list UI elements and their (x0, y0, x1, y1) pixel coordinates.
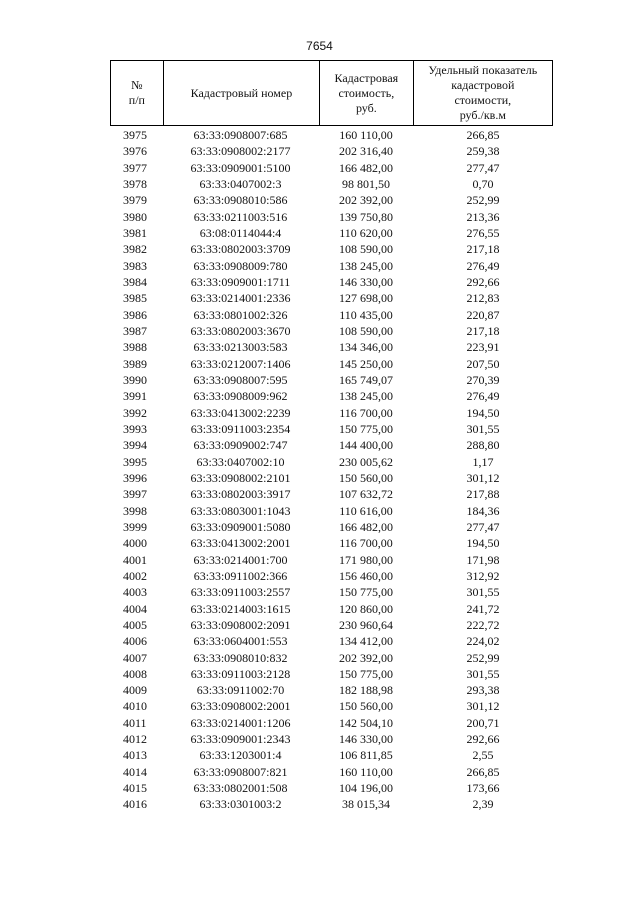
table-row (110, 617, 553, 633)
specific-value: 194,50 (466, 405, 500, 420)
table-row (110, 192, 553, 208)
specific-value: 292,66 (466, 274, 500, 289)
cadastral-number: 63:33:0803001:1043 (190, 503, 291, 518)
table-row (110, 682, 553, 698)
cadastral-value: 108 590,00 (339, 242, 393, 257)
row-number: 3994 (123, 438, 147, 453)
specific-value: 292,66 (466, 732, 500, 747)
row-number: 3978 (123, 176, 147, 191)
header-cadastral-value: Кадастровая стоимость, руб. (319, 61, 413, 125)
cadastral-value: 230 005,62 (339, 454, 393, 469)
cadastral-number: 63:33:0909002:747 (193, 438, 288, 453)
row-number: 3988 (123, 340, 147, 355)
row-number: 4007 (123, 650, 147, 665)
cadastral-number: 63:33:0908002:2177 (190, 144, 291, 159)
specific-value: 217,18 (466, 323, 500, 338)
table-row (110, 160, 553, 176)
cadastral-value: 150 560,00 (339, 699, 393, 714)
table-row (110, 437, 553, 453)
cadastral-number: 63:33:0911003:2354 (190, 421, 291, 436)
table-row (110, 731, 553, 747)
cadastral-value: 160 110,00 (339, 764, 393, 779)
row-number: 3979 (123, 193, 147, 208)
table-row (110, 568, 553, 584)
row-number: 4013 (123, 748, 147, 763)
row-number: 4009 (123, 683, 147, 698)
specific-value: 171,98 (466, 552, 500, 567)
cadastral-value: 150 775,00 (339, 585, 393, 600)
cadastral-number: 63:33:0407002:3 (199, 176, 282, 191)
cadastral-value: 110 620,00 (339, 225, 393, 240)
cadastral-number: 63:33:0802003:3670 (190, 323, 291, 338)
table-row (110, 601, 553, 617)
cadastral-number: 63:33:0909001:5080 (190, 519, 291, 534)
cadastral-value: 150 775,00 (339, 666, 393, 681)
specific-value: 252,99 (466, 650, 500, 665)
table-row (110, 290, 553, 306)
specific-value: 259,38 (466, 144, 500, 159)
cadastral-number: 63:33:0911002:70 (196, 683, 285, 698)
row-number: 3980 (123, 209, 147, 224)
table-body (110, 127, 553, 813)
cadastral-value: 146 330,00 (339, 732, 393, 747)
table-row (110, 143, 553, 159)
cadastral-number: 63:33:0909001:5100 (190, 160, 291, 175)
specific-value: 2,55 (472, 748, 494, 763)
table-header (110, 60, 553, 126)
specific-value: 217,18 (466, 242, 500, 257)
cadastral-value: 110 616,00 (339, 503, 393, 518)
specific-value: 293,38 (466, 683, 500, 698)
specific-value: 266,85 (466, 764, 500, 779)
row-number: 3975 (123, 128, 147, 142)
cadastral-number: 63:33:0214003:1615 (190, 601, 291, 616)
row-number: 3997 (123, 487, 147, 502)
table-row (110, 372, 553, 388)
row-number: 3991 (123, 389, 147, 404)
table-row (110, 584, 553, 600)
cadastral-number: 63:33:0908002:2001 (190, 699, 291, 714)
table-row (110, 258, 553, 274)
cadastral-number: 63:33:0908007:821 (193, 764, 288, 779)
cadastral-number: 63:33:0213003:583 (193, 340, 288, 355)
table-row (110, 454, 553, 470)
header-specific-value: Удельный показатель кадастровой стоимости, руб./кв.м (413, 61, 552, 125)
row-number: 3989 (123, 356, 147, 371)
specific-value: 252,99 (466, 193, 500, 208)
cadastral-number: 63:33:0909001:1711 (190, 274, 291, 289)
specific-value: 213,36 (466, 209, 500, 224)
row-number: 3998 (123, 503, 147, 518)
cadastral-value: 202 392,00 (339, 193, 393, 208)
table-row (110, 388, 553, 404)
specific-value: 212,83 (466, 291, 500, 306)
page-number: 7654 (306, 39, 333, 53)
specific-value: 241,72 (466, 601, 500, 616)
cadastral-number: 63:33:0604001:553 (193, 634, 288, 649)
cadastral-number: 63:33:0301003:2 (199, 797, 282, 812)
cadastral-value: 139 750,80 (339, 209, 393, 224)
cadastral-value: 150 560,00 (339, 470, 393, 485)
specific-value: 276,49 (466, 258, 500, 273)
row-number: 4000 (123, 536, 147, 551)
specific-value: 288,80 (466, 438, 500, 453)
table-row (110, 519, 553, 535)
row-number: 4003 (123, 585, 147, 600)
row-number: 3986 (123, 307, 147, 322)
cadastral-value: 146 330,00 (339, 274, 393, 289)
cadastral-number: 63:33:0802001:508 (193, 781, 288, 796)
header-cadastral-number: Кадастровый номер (163, 61, 319, 125)
row-number: 3977 (123, 160, 147, 175)
cadastral-number: 63:33:0214001:2336 (190, 291, 291, 306)
cadastral-value: 116 700,00 (339, 405, 393, 420)
specific-value: 184,36 (466, 503, 500, 518)
table-row (110, 747, 553, 763)
specific-value: 222,72 (466, 617, 500, 632)
table-row (110, 176, 553, 192)
cadastral-value: 138 245,00 (339, 389, 393, 404)
cadastral-value: 202 392,00 (339, 650, 393, 665)
table-row (110, 486, 553, 502)
row-number: 4014 (123, 764, 147, 779)
cadastral-value: 166 482,00 (339, 160, 393, 175)
cadastral-value: 230 960,64 (339, 617, 393, 632)
specific-value: 312,92 (466, 568, 500, 583)
cadastral-number: 63:33:0413002:2001 (190, 536, 291, 551)
header-num: № п/п (128, 78, 145, 107)
row-number: 4001 (123, 552, 147, 567)
specific-value: 224,02 (466, 634, 500, 649)
row-number: 3995 (123, 454, 147, 469)
table-row (110, 323, 553, 339)
cadastral-number: 63:33:0413002:2239 (190, 405, 291, 420)
table-row (110, 715, 553, 731)
row-number: 3993 (123, 421, 147, 436)
row-number: 4016 (123, 797, 147, 812)
cadastral-number: 63:33:0802003:3709 (190, 242, 291, 257)
row-number: 3982 (123, 242, 147, 257)
cadastral-value: 138 245,00 (339, 258, 393, 273)
row-number: 3990 (123, 372, 147, 387)
cadastral-value: 171 980,00 (339, 552, 393, 567)
cadastral-value: 160 110,00 (339, 128, 393, 142)
table-row (110, 796, 553, 812)
cadastral-value: 106 811,85 (339, 748, 393, 763)
cadastral-number: 63:33:0802003:3917 (190, 487, 291, 502)
cadastral-value: 110 435,00 (339, 307, 393, 322)
cadastral-value: 107 632,72 (339, 487, 393, 502)
cadastral-number: 63:33:0214001:1206 (190, 715, 291, 730)
table-row (110, 307, 553, 323)
row-number: 3983 (123, 258, 147, 273)
table-row (110, 503, 553, 519)
table-row (110, 127, 553, 143)
cadastral-number: 63:33:0911003:2128 (190, 666, 291, 681)
specific-value: 266,85 (466, 128, 500, 142)
row-number: 3992 (123, 405, 147, 420)
specific-value: 217,88 (466, 487, 500, 502)
cadastral-number: 63:33:0908009:962 (193, 389, 288, 404)
table-row (110, 666, 553, 682)
cadastral-value: 116 700,00 (339, 536, 393, 551)
row-number: 4011 (123, 715, 147, 730)
cadastral-value: 156 460,00 (339, 568, 393, 583)
specific-value: 0,70 (472, 176, 494, 191)
row-number: 4015 (123, 781, 147, 796)
cadastral-number: 63:33:0908007:685 (193, 128, 288, 142)
specific-value: 301,55 (466, 666, 500, 681)
table-row (110, 339, 553, 355)
row-number: 3981 (123, 225, 147, 240)
specific-value: 301,55 (466, 421, 500, 436)
cadastral-number: 63:08:0114044:4 (199, 225, 282, 240)
row-number: 4004 (123, 601, 147, 616)
row-number: 3984 (123, 274, 147, 289)
specific-value: 301,12 (466, 699, 500, 714)
row-number: 4002 (123, 568, 147, 583)
table-row (110, 650, 553, 666)
cadastral-number: 63:33:0908009:780 (193, 258, 288, 273)
cadastral-number: 63:33:0801002:326 (193, 307, 288, 322)
cadastral-value: 134 412,00 (339, 634, 393, 649)
cadastral-value: 142 504,10 (339, 715, 393, 730)
cadastral-value: 120 860,00 (339, 601, 393, 616)
specific-value: 301,55 (466, 585, 500, 600)
row-number: 4010 (123, 699, 147, 714)
specific-value: 276,55 (466, 225, 500, 240)
cadastral-number: 63:33:0214001:700 (193, 552, 288, 567)
row-number: 3976 (123, 144, 147, 159)
table-row (110, 764, 553, 780)
table-row (110, 274, 553, 290)
cadastral-value: 202 316,40 (339, 144, 393, 159)
row-number: 3999 (123, 519, 147, 534)
cadastral-number: 63:33:0908010:586 (193, 193, 288, 208)
cadastral-value: 166 482,00 (339, 519, 393, 534)
table-row (110, 225, 553, 241)
specific-value: 2,39 (472, 797, 494, 812)
table-row (110, 633, 553, 649)
specific-value: 220,87 (466, 307, 500, 322)
table-row (110, 552, 553, 568)
table-row (110, 405, 553, 421)
specific-value: 301,12 (466, 470, 500, 485)
table-row (110, 780, 553, 796)
cadastral-value: 150 775,00 (339, 421, 393, 436)
table-row (110, 470, 553, 486)
cadastral-value: 165 749,07 (339, 372, 393, 387)
table-row (110, 209, 553, 225)
table-row (110, 356, 553, 372)
cadastral-number: 63:33:0908007:595 (193, 372, 288, 387)
cadastral-number: 63:33:1203001:4 (199, 748, 282, 763)
row-number: 4012 (123, 732, 147, 747)
row-number: 4008 (123, 666, 147, 681)
cadastral-number: 63:33:0407002:10 (196, 454, 285, 469)
cadastral-number: 63:33:0911003:2557 (190, 585, 291, 600)
table-row (110, 698, 553, 714)
specific-value: 276,49 (466, 389, 500, 404)
table-row (110, 421, 553, 437)
row-number: 3985 (123, 291, 147, 306)
cadastral-value: 144 400,00 (339, 438, 393, 453)
cadastral-number: 63:33:0909001:2343 (190, 732, 291, 747)
specific-value: 194,50 (466, 536, 500, 551)
cadastral-value: 127 698,00 (339, 291, 393, 306)
cadastral-number: 63:33:0908002:2101 (190, 470, 291, 485)
specific-value: 270,39 (466, 372, 500, 387)
specific-value: 223,91 (466, 340, 500, 355)
row-number: 4005 (123, 617, 147, 632)
row-number: 3987 (123, 323, 147, 338)
row-number: 4006 (123, 634, 147, 649)
cadastral-number: 63:33:0212007:1406 (190, 356, 291, 371)
cadastral-number: 63:33:0211003:516 (193, 209, 288, 224)
cadastral-value: 104 196,00 (339, 781, 393, 796)
specific-value: 173,66 (466, 781, 500, 796)
row-number: 3996 (123, 470, 147, 485)
cadastral-value: 182 188,98 (339, 683, 393, 698)
table-row (110, 241, 553, 257)
cadastral-value: 134 346,00 (339, 340, 393, 355)
specific-value: 207,50 (466, 356, 500, 371)
cadastral-number: 63:33:0908010:832 (193, 650, 288, 665)
cadastral-value: 145 250,00 (339, 356, 393, 371)
table-row (110, 535, 553, 551)
cadastral-value: 38 015,34 (342, 797, 390, 812)
cadastral-value: 108 590,00 (339, 323, 393, 338)
specific-value: 277,47 (466, 519, 500, 534)
cadastral-number: 63:33:0911002:366 (193, 568, 288, 583)
cadastral-value: 98 801,50 (342, 176, 390, 191)
specific-value: 277,47 (466, 160, 500, 175)
specific-value: 1,17 (472, 454, 494, 469)
cadastral-number: 63:33:0908002:2091 (190, 617, 291, 632)
specific-value: 200,71 (466, 715, 500, 730)
